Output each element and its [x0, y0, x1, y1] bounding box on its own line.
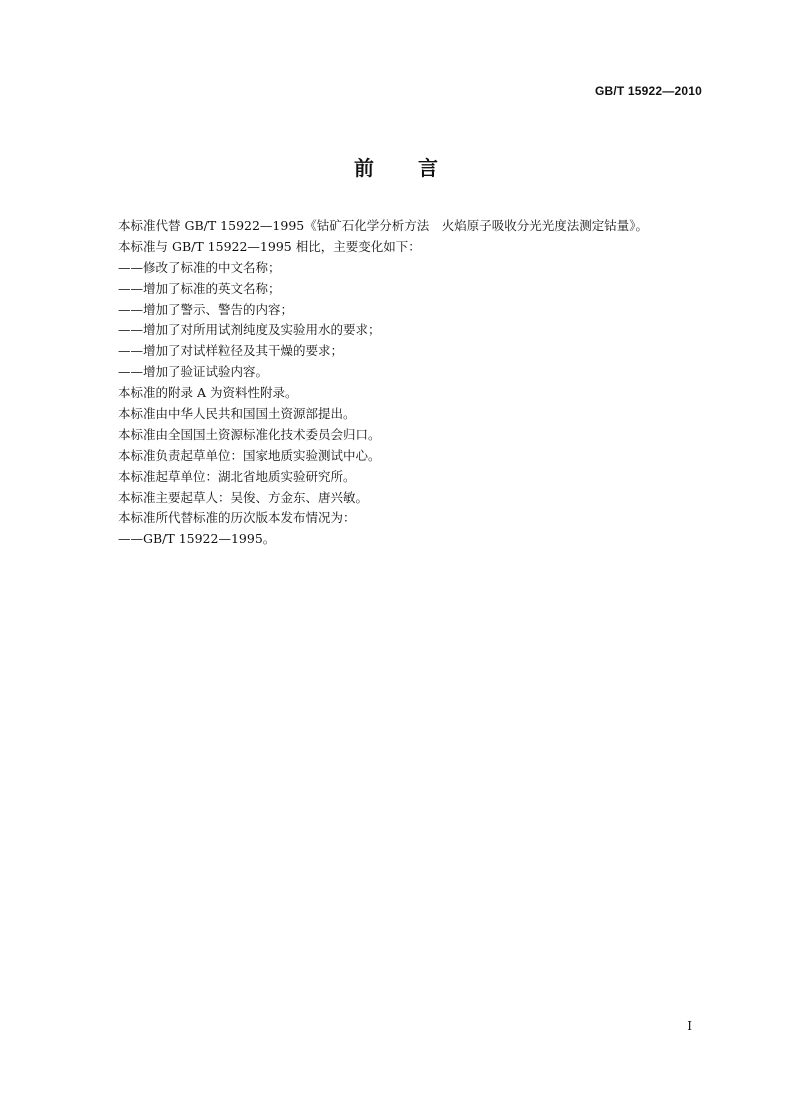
paragraph-line: 本标准与 GB/T 15922—1995 相比，主要变化如下： — [118, 238, 421, 254]
paragraph-line: 本标准的附录 A 为资料性附录。 — [118, 385, 298, 401]
paragraph-line: 本标准主要起草人：吴俊、方金东、唐兴敏。 — [118, 489, 369, 505]
list-item: ——GB/T 15922—1995。 — [118, 531, 276, 547]
paragraph-line: 本标准所代替标准的历次版本发布情况为： — [118, 510, 356, 526]
list-item: ——增加了标准的英文名称； — [118, 280, 281, 296]
list-item: ——增加了验证试验内容。 — [118, 364, 269, 380]
list-item: ——增加了警示、警告的内容； — [118, 301, 294, 317]
paragraph-line: 本标准由全国国土资源标准化技术委员会归口。 — [118, 426, 381, 442]
page-number: I — [687, 1019, 692, 1033]
preface-body — [118, 216, 718, 550]
list-item: ——增加了对试样粒径及其干燥的要求； — [118, 343, 344, 359]
list-item: ——修改了标准的中文名称； — [118, 259, 281, 275]
paragraph-line: 本标准负责起草单位：国家地质实验测试中心。 — [118, 447, 381, 463]
paragraph-line: 本标准代替 GB/T 15922—1995《钴矿石化学分析方法 火焰原子吸收分光光度法测定钴量》。 — [118, 218, 648, 233]
standard-number: GB/T 15922—2010 — [594, 84, 702, 98]
list-item: ——增加了对所用试剂纯度及实验用水的要求； — [118, 322, 381, 338]
paragraph-line: 本标准起草单位：湖北省地质实验研究所。 — [118, 468, 356, 484]
page-title: 前言 — [354, 156, 482, 180]
paragraph-line: 本标准由中华人民共和国国土资源部提出。 — [118, 406, 356, 422]
